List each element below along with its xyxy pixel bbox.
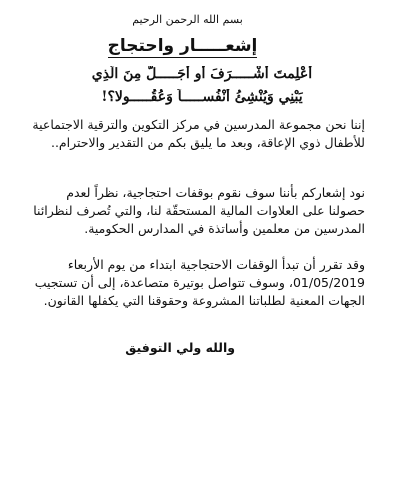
document-title bbox=[0, 36, 365, 58]
verse-line-2: يَبْنِي وَيُنْشِئُ أَنْفُســـــاً وَعُقُـــــولا؟! bbox=[101, 89, 303, 105]
paragraph-2: نود إشعاركم بأننا سوف نقوم بوقفات احتجاجية، نظراً لعدم حصولنا على العلاوات المالية المستحقّة لنا، والتي تُصرف لنظرائنا المدرسين من معلمين وأساتذة في المدارس الحكومية. bbox=[33, 185, 365, 236]
title-text: إشعـــــار واحتجاج bbox=[107, 36, 258, 56]
verse-line-1: أَعْلِمتَ أَشْـــــرَفَ أَو أَجَـــــلَّ مِنَ الَّذِي bbox=[91, 66, 313, 82]
paragraph-3: وقد تقرر أن تبدأ الوقفات الاحتجاجية ابتداء من يوم الأربعاء 01/05/2019، وسوف تتواصل بوتيرة متصاعدة، إلى أن تستجيب الجهات المعنية لطلباتنا المشروعة وحقوقنا التي يكفلها القانون. bbox=[34, 257, 365, 308]
basmala: بسم الله الرحمن الرحيم bbox=[132, 13, 243, 26]
paragraph-1: إننا نحن مجموعة المدرسين في مركز التكوين والترقية الاجتماعية للأطفال ذوي الإعاقة، وبعد ما يليق بكم من التقدير والاحترام.. bbox=[32, 117, 365, 150]
closing-line: والله ولي التوفيق bbox=[125, 340, 235, 355]
